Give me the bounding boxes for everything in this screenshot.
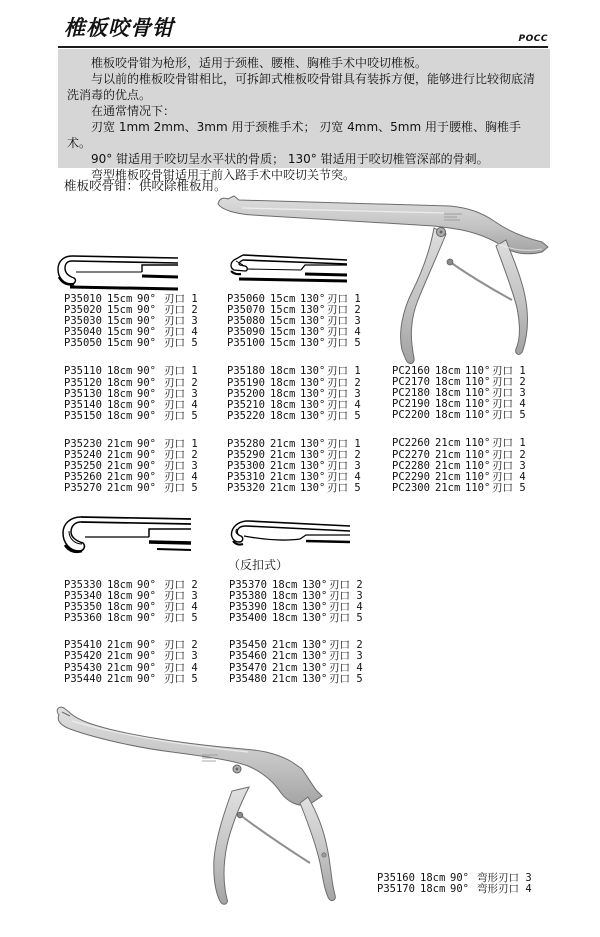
cell-angle: 110° (465, 398, 491, 411)
cell-blade: 刃口 4 (329, 601, 363, 614)
cell-code: P35420 (64, 650, 102, 663)
cell-length: 18cm (435, 376, 461, 389)
cell-angle: 90° (137, 398, 156, 411)
intro-line: 与以前的椎板咬骨钳相比，可拆卸式椎板咬骨钳具有装拆方便，能够进行比较彻底清洗消毒的优点。 (67, 72, 536, 102)
cell-blade: 刃口 3 (164, 315, 198, 328)
cell-angle: 90° (137, 387, 156, 400)
catalog-group (229, 640, 363, 684)
cell-code: P35440 (64, 672, 102, 685)
cell-length: 15cm (270, 304, 296, 317)
cell-length: 18cm (107, 612, 133, 625)
cell-length: 21cm (270, 449, 296, 462)
cell-blade: 刃口 1 (492, 365, 526, 377)
cell-code: P35300 (227, 460, 265, 473)
cell-blade: 刃口 3 (164, 650, 198, 663)
catalog-row (227, 411, 361, 422)
catalog-row (229, 674, 363, 685)
cell-length: 18cm (272, 579, 298, 591)
catalog-group (227, 439, 361, 494)
cell-length: 21cm (107, 482, 133, 495)
cell-code: P35310 (227, 471, 265, 484)
catalog-row (229, 663, 363, 674)
cell-code: P35320 (227, 482, 265, 495)
tip-drawing-130-icon (227, 251, 347, 285)
cell-blade: 刃口 5 (164, 482, 198, 495)
cell-code: P35130 (64, 387, 102, 400)
cell-blade: 刃口 2 (492, 376, 526, 389)
cell-blade: 刃口 2 (164, 639, 198, 652)
cell-code: P35460 (229, 650, 267, 663)
cell-angle: 90° (137, 409, 156, 422)
catalog-group (64, 580, 198, 624)
cell-code: PC2280 (392, 459, 430, 472)
cell-length: 18cm (107, 601, 133, 614)
tip-drawing-90-wide-icon (57, 511, 191, 561)
cell-angle: 130° (300, 304, 326, 317)
cell-code: P35340 (64, 590, 102, 603)
cell-angle: 110° (465, 409, 491, 422)
catalog-row (392, 450, 526, 461)
cell-length: 18cm (435, 365, 461, 377)
cell-blade: 刃口 4 (492, 470, 526, 483)
cell-angle: 110° (465, 365, 491, 377)
cell-blade: 刃口 5 (164, 337, 198, 350)
cell-blade: 刃口 2 (164, 376, 198, 389)
page-code: POCC (518, 34, 548, 44)
cell-code: P35330 (64, 579, 102, 591)
cell-blade: 刃口 4 (327, 398, 361, 411)
cell-blade: 刃口 5 (492, 409, 526, 422)
cell-length: 21cm (107, 661, 133, 674)
cell-code: PC2300 (392, 481, 430, 494)
cell-length: 21cm (435, 470, 461, 483)
cell-angle: 90° (137, 650, 156, 663)
cell-code: P35390 (229, 601, 267, 614)
cell-angle: 90° (137, 579, 156, 591)
cell-blade: 刃口 3 (329, 590, 363, 603)
cell-angle: 90° (137, 449, 156, 462)
catalog-row (229, 613, 363, 624)
cell-blade: 刃口 4 (329, 661, 363, 674)
cell-code: P35050 (64, 337, 102, 350)
catalog2-column-90deg (64, 580, 198, 701)
cell-blade: 刃口 2 (164, 579, 198, 591)
cell-blade: 刃口 1 (327, 293, 361, 305)
catalog-group (64, 294, 198, 349)
cell-code: P35120 (64, 376, 102, 389)
cell-length: 21cm (435, 481, 461, 494)
title-rule (58, 46, 548, 48)
cell-angle: 90° (137, 601, 156, 614)
cell-length: 18cm (107, 376, 133, 389)
cell-angle: 130° (300, 471, 326, 484)
cell-blade: 刃口 2 (329, 579, 363, 591)
cell-code: P35140 (64, 398, 102, 411)
cell-angle: 130° (300, 376, 326, 389)
intro-panel (58, 49, 550, 182)
cell-code: P35080 (227, 315, 265, 328)
cell-length: 21cm (435, 448, 461, 461)
cell-length: 21cm (270, 471, 296, 484)
cell-length: 21cm (107, 449, 133, 462)
cell-angle: 130° (302, 579, 328, 591)
cell-code: P35480 (229, 672, 267, 685)
cell-blade: 刃口 2 (327, 449, 361, 462)
cell-length: 21cm (435, 459, 461, 472)
cell-blade: 刃口 3 (164, 387, 198, 400)
cell-blade: 刃口 4 (327, 326, 361, 339)
catalog-group (227, 294, 361, 349)
catalog-row (64, 674, 198, 685)
catalog-group (64, 366, 198, 421)
catalog1-column-130deg (227, 294, 361, 511)
catalog-row (64, 338, 198, 349)
cell-code: P35370 (229, 579, 267, 591)
cell-length: 21cm (107, 460, 133, 473)
cell-blade: 刃口 5 (327, 337, 361, 350)
cell-code: P35270 (64, 482, 102, 495)
catalog-row (64, 613, 198, 624)
cell-blade: 刃口 3 (164, 460, 198, 473)
cell-length: 21cm (272, 672, 298, 685)
cell-code: PC2180 (392, 387, 430, 400)
cell-code: PC2190 (392, 398, 430, 411)
cell-length: 21cm (270, 482, 296, 495)
catalog-group (392, 438, 526, 493)
cell-code: P35010 (64, 293, 102, 305)
cell-code: P35160 (377, 872, 415, 884)
cell-length: 18cm (270, 365, 296, 378)
cell-length: 18cm (272, 601, 298, 614)
cell-angle: 90° (137, 293, 156, 305)
cell-code: P35410 (64, 639, 102, 652)
cell-code: P35260 (64, 471, 102, 484)
cell-length: 21cm (107, 672, 133, 685)
catalog-group (64, 439, 198, 494)
cell-length: 21cm (272, 639, 298, 652)
catalog-row (392, 438, 526, 449)
cell-angle: 110° (465, 437, 491, 450)
cell-length: 18cm (107, 590, 133, 603)
cell-angle: 90° (137, 612, 156, 625)
cell-code: P35280 (227, 437, 265, 450)
cell-angle: 130° (300, 409, 326, 422)
cell-blade: 刃口 3 (492, 387, 526, 400)
cell-angle: 130° (302, 672, 328, 685)
cell-blade: 刃口 3 (492, 459, 526, 472)
cell-code: P35360 (64, 612, 102, 625)
cell-angle: 130° (300, 293, 326, 305)
cell-blade: 刃口 3 (327, 315, 361, 328)
cell-length: 15cm (107, 337, 133, 350)
catalog-row (64, 663, 198, 674)
cell-blade: 刃口 2 (327, 376, 361, 389)
catalog-group (64, 640, 198, 684)
cell-length: 18cm (270, 398, 296, 411)
cell-angle: 90° (137, 639, 156, 652)
cell-blade: 刃口 1 (327, 365, 361, 378)
cell-code: P35250 (64, 460, 102, 473)
cell-code: P35450 (229, 639, 267, 652)
cell-blade: 刃口 2 (327, 304, 361, 317)
catalog-row (392, 483, 526, 494)
cell-angle: 130° (300, 437, 326, 450)
cell-angle: 110° (465, 376, 491, 389)
cell-blade: 弯形刃口 3 (477, 872, 532, 884)
rongeur-photo-bottom (52, 703, 397, 935)
cell-angle: 130° (300, 315, 326, 328)
cell-length: 18cm (420, 883, 446, 896)
cell-angle: 90° (137, 460, 156, 473)
cell-angle: 90° (137, 326, 156, 339)
cell-code: P35240 (64, 449, 102, 462)
cell-angle: 130° (300, 449, 326, 462)
cell-code: PC2290 (392, 470, 430, 483)
cell-blade: 刃口 5 (492, 481, 526, 494)
cell-blade: 刃口 5 (164, 409, 198, 422)
cell-code: P35030 (64, 315, 102, 328)
cell-angle: 90° (137, 471, 156, 484)
cell-length: 15cm (270, 315, 296, 328)
cell-angle: 90° (137, 315, 156, 328)
cell-angle: 130° (300, 365, 326, 378)
cell-length: 21cm (435, 437, 461, 450)
cell-length: 18cm (270, 387, 296, 400)
cell-angle: 130° (302, 650, 328, 663)
cell-code: P35170 (377, 883, 415, 896)
intro-line: 在通常情况下： (91, 104, 176, 118)
cell-angle: 130° (302, 590, 328, 603)
cell-blade: 刃口 3 (327, 387, 361, 400)
catalog1-column-90deg (64, 294, 198, 511)
catalog-row (64, 378, 198, 389)
cell-blade: 刃口 5 (164, 612, 198, 625)
cell-code: P35350 (64, 601, 102, 614)
cell-angle: 90° (137, 672, 156, 685)
cell-blade: 刃口 5 (329, 612, 363, 625)
cell-code: P35230 (64, 437, 102, 450)
cell-length: 18cm (270, 409, 296, 422)
intro-line: 刃宽 1mm 2mm、3mm 用于颈椎手术； 刃宽 4mm、5mm 用于腰椎、胸椎手术。 (67, 120, 521, 150)
catalog-row (377, 884, 532, 895)
cell-angle: 90° (137, 376, 156, 389)
section-label: 椎板咬骨钳：供咬除椎板用。 (64, 178, 227, 193)
intro-line: 弯型椎板咬骨钳适用于前入路手术中咬切关节突。 (91, 168, 356, 182)
cell-code: P35200 (227, 387, 265, 400)
cell-angle: 130° (302, 601, 328, 614)
cell-code: P35150 (64, 409, 102, 422)
tip-drawing-90-icon (54, 249, 178, 293)
catalog-row (229, 651, 363, 662)
cell-angle: 130° (300, 337, 326, 350)
cell-code: P35040 (64, 326, 102, 339)
cell-blade: 刃口 2 (329, 639, 363, 652)
cell-angle: 90° (137, 437, 156, 450)
cell-blade: 刃口 5 (327, 482, 361, 495)
catalog-group (227, 366, 361, 421)
cell-blade: 刃口 4 (164, 398, 198, 411)
cell-length: 18cm (107, 579, 133, 591)
cell-length: 15cm (270, 326, 296, 339)
cell-code: P35430 (64, 661, 102, 674)
cell-code: P35190 (227, 376, 265, 389)
cell-blade: 刃口 2 (164, 304, 198, 317)
catalog-row (227, 378, 361, 389)
cell-blade: 刃口 2 (492, 448, 526, 461)
catalog-row (64, 366, 198, 377)
catalog-row (64, 651, 198, 662)
reverse-type-label: （反扣式） (228, 558, 289, 572)
cell-code: P35220 (227, 409, 265, 422)
catalog-row (64, 411, 198, 422)
cell-length: 18cm (435, 409, 461, 422)
cell-blade: 刃口 3 (164, 590, 198, 603)
cell-angle: 110° (465, 387, 491, 400)
cell-blade: 刃口 4 (492, 398, 526, 411)
cell-length: 21cm (272, 650, 298, 663)
cell-blade: 刃口 1 (327, 437, 361, 450)
cell-code: P35400 (229, 612, 267, 625)
cell-length: 15cm (107, 304, 133, 317)
cell-angle: 90° (137, 661, 156, 674)
cell-code: P35110 (64, 365, 102, 378)
cell-code: PC2260 (392, 437, 430, 450)
cell-length: 18cm (270, 376, 296, 389)
intro-line: 椎板咬骨钳为枪形，适用于颈椎、腰椎、胸椎手术中咬切椎板。 (91, 56, 428, 70)
cell-length: 15cm (270, 293, 296, 305)
cell-code: P35180 (227, 365, 265, 378)
cell-length: 21cm (107, 471, 133, 484)
cell-blade: 刃口 1 (492, 437, 526, 450)
cell-angle: 130° (302, 639, 328, 652)
cell-code: PC2170 (392, 376, 430, 389)
cell-angle: 130° (300, 387, 326, 400)
cell-blade: 刃口 1 (164, 365, 198, 378)
catalog-group (229, 580, 363, 624)
catalog-row (64, 483, 198, 494)
cell-length: 15cm (107, 315, 133, 328)
catalog-group (377, 873, 532, 895)
cell-length: 18cm (107, 365, 133, 378)
cell-code: P35060 (227, 293, 265, 305)
cell-angle: 130° (300, 460, 326, 473)
cell-length: 15cm (270, 337, 296, 350)
cell-blade: 刃口 4 (164, 661, 198, 674)
cell-length: 18cm (435, 398, 461, 411)
cell-length: 15cm (107, 326, 133, 339)
cell-length: 18cm (107, 409, 133, 422)
cell-blade: 刃口 1 (164, 293, 198, 305)
cell-code: PC2200 (392, 409, 430, 422)
cell-angle: 90° (137, 365, 156, 378)
cell-code: PC2160 (392, 365, 430, 377)
cell-length: 18cm (272, 590, 298, 603)
cell-angle: 130° (300, 398, 326, 411)
cell-blade: 刃口 4 (164, 326, 198, 339)
intro-line: 90° 钳适用于咬切呈水平状的骨质； 130° 钳适用于咬切椎管深部的骨刺。 (91, 152, 489, 166)
cell-blade: 刃口 4 (327, 471, 361, 484)
cell-angle: 130° (300, 482, 326, 495)
cell-length: 21cm (272, 661, 298, 674)
catalog-row (227, 338, 361, 349)
cell-angle: 110° (465, 459, 491, 472)
cell-blade: 刃口 2 (164, 449, 198, 462)
cell-length: 15cm (107, 293, 133, 305)
cell-angle: 130° (302, 661, 328, 674)
cell-blade: 弯形刃口 4 (477, 883, 532, 896)
cell-code: P35070 (227, 304, 265, 317)
cell-blade: 刃口 4 (164, 471, 198, 484)
page-title: 椎板咬骨钳 (64, 16, 174, 40)
cell-angle: 110° (465, 481, 491, 494)
catalog2-column-130deg (229, 580, 363, 701)
cell-angle: 90° (137, 482, 156, 495)
cell-angle: 90° (137, 337, 156, 350)
catalog-row (392, 410, 526, 421)
catalog-row (227, 483, 361, 494)
cell-angle: 130° (300, 326, 326, 339)
cell-code: P35210 (227, 398, 265, 411)
cell-blade: 刃口 5 (329, 672, 363, 685)
cell-code: P35090 (227, 326, 265, 339)
cell-angle: 110° (465, 448, 491, 461)
cell-angle: 130° (302, 612, 328, 625)
catalog-group (392, 366, 526, 421)
cell-blade: 刃口 3 (327, 460, 361, 473)
cell-code: P35020 (64, 304, 102, 317)
cell-blade: 刃口 1 (164, 437, 198, 450)
catalog3-column-curved (377, 873, 532, 912)
cell-code: P35100 (227, 337, 265, 350)
cell-angle: 90° (137, 304, 156, 317)
cell-length: 21cm (270, 460, 296, 473)
cell-length: 18cm (107, 387, 133, 400)
cell-length: 18cm (272, 612, 298, 625)
cell-blade: 刃口 5 (327, 409, 361, 422)
cell-length: 21cm (107, 650, 133, 663)
cell-length: 21cm (107, 437, 133, 450)
cell-code: P35380 (229, 590, 267, 603)
cell-blade: 刃口 5 (164, 672, 198, 685)
cell-length: 18cm (420, 872, 446, 884)
cell-code: P35290 (227, 449, 265, 462)
cell-blade: 刃口 3 (329, 650, 363, 663)
cell-angle: 90° (450, 872, 469, 884)
cell-length: 21cm (107, 639, 133, 652)
cell-length: 21cm (270, 437, 296, 450)
catalog1-column-110deg (392, 366, 526, 511)
cell-angle: 110° (465, 470, 491, 483)
cell-angle: 90° (450, 883, 469, 896)
cell-blade: 刃口 4 (164, 601, 198, 614)
cell-angle: 90° (137, 590, 156, 603)
cell-code: P35470 (229, 661, 267, 674)
cell-length: 18cm (435, 387, 461, 400)
cell-code: PC2270 (392, 448, 430, 461)
catalog-row (227, 366, 361, 377)
tip-drawing-130-reverse-icon (226, 514, 350, 554)
cell-length: 18cm (107, 398, 133, 411)
